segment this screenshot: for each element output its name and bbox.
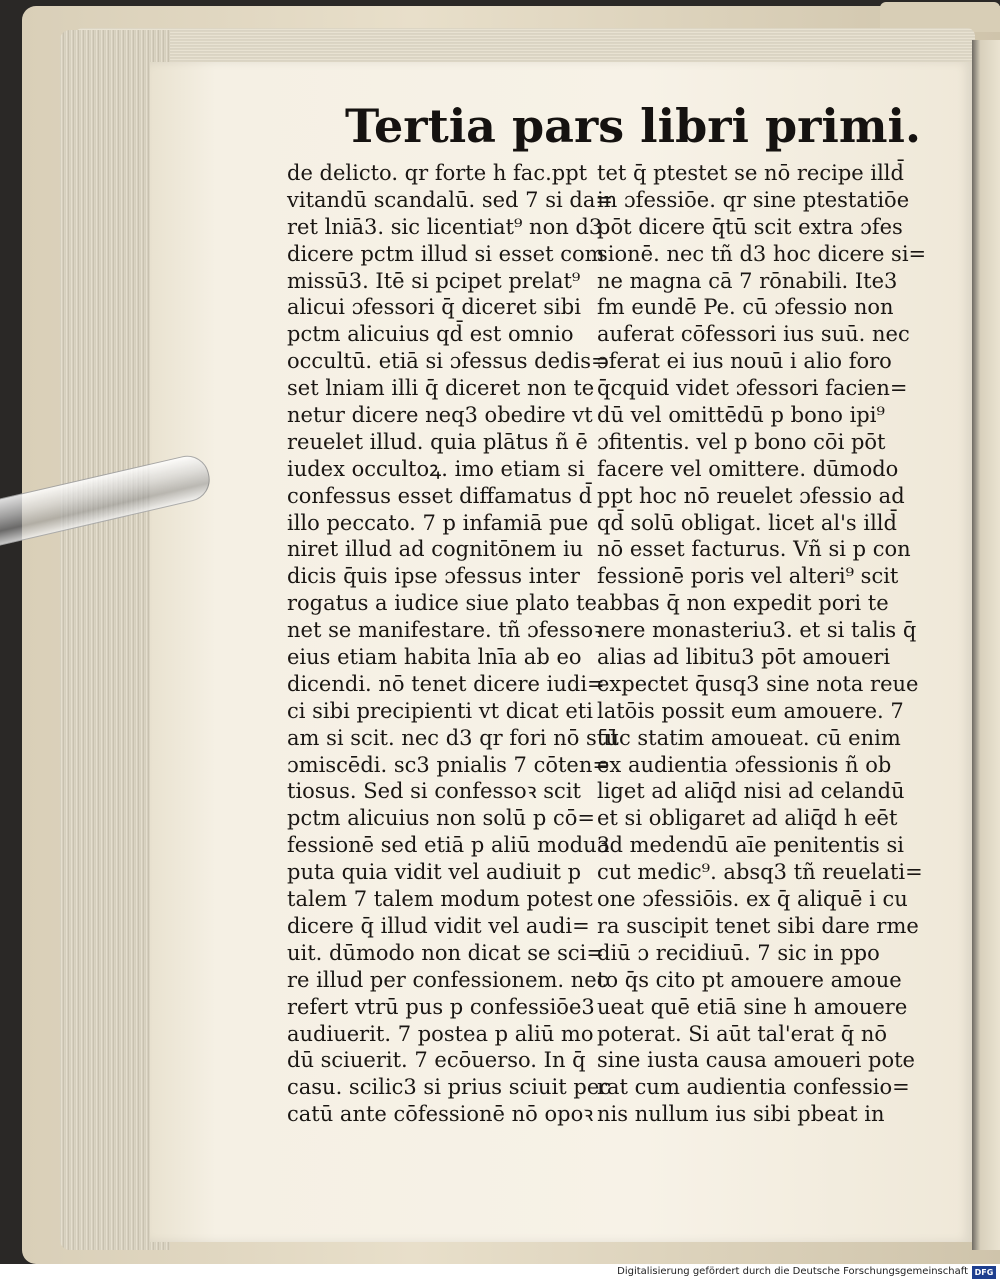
text-line: rat cum audientia confessio= <box>597 1075 910 1100</box>
text-line: de delicto. qr forte h fac.ppt <box>287 161 588 185</box>
text-line: fessionē poris vel alteri⁹ scit <box>597 564 899 589</box>
text-line: latōis possit eum amouere. 7 <box>597 698 904 723</box>
text-line: one ɔfessiōis. ex q̄ aliquē i cu <box>597 887 908 912</box>
text-line: sine iusta causa amoueri pote <box>597 1048 915 1073</box>
text-line: net se manifestare. tñ ɔfessoꝛ <box>287 618 604 643</box>
text-line: fm eundē Pe. cū ɔfessio non <box>597 295 894 320</box>
text-line: ppt hoc nō reuelet ɔfessio ad <box>597 483 905 508</box>
text-line: catū ante cōfessionē nō opoꝛ <box>287 1102 594 1127</box>
text-line: tiosus. Sed si confessoꝛ scit <box>287 779 581 804</box>
text-line: ueat quē etiā sine h amouere <box>597 994 908 1019</box>
text-line: facere vel omittere. dūmodo <box>597 456 899 481</box>
text-line: dū vel omittēdū p bono ipi⁹ <box>597 403 885 428</box>
text-line: et si obligaret ad aliq̄d h eēt <box>597 806 898 831</box>
text-line: to q̄s cito pt amouere amoue <box>597 967 902 992</box>
text-line: qd̄ solū obligat. licet al's illd̄ <box>597 510 897 535</box>
text-line: set lniam illi q̄ diceret non te <box>287 376 595 401</box>
text-line: missū3. Itē si pcipet prelat⁹ <box>287 268 581 293</box>
text-line: ne magna cā 7 rōnabili. Ite3 <box>597 268 898 293</box>
text-line: sionē. nec tñ d3 hoc dicere si= <box>597 241 927 266</box>
text-line: cut medic⁹. absq3 tñ reuelati= <box>597 860 923 885</box>
facing-page-edge <box>972 40 1000 1250</box>
text-line: audiuerit. 7 postea p aliū mo <box>287 1021 594 1046</box>
text-line: dū sciuerit. 7 ecōuerso. In q̄ <box>287 1048 586 1073</box>
text-line: netur dicere neq3 obedire vt <box>287 403 593 428</box>
text-line: poterat. Si aūt tal'erat q̄ nō <box>597 1021 888 1046</box>
text-line: casu. scilic3 si prius sciuit pec <box>287 1075 612 1100</box>
text-line: re illud per confessionem. nec <box>287 967 609 992</box>
text-line: ad medendū aīe penitentis si <box>597 833 904 858</box>
text-line: auferat cōfessori ius suū. nec <box>597 322 910 347</box>
text-line: in ɔfessiōe. qr sine ptestatiōe <box>597 187 910 212</box>
text-line: tūc statim amoueat. cū enim <box>597 725 901 750</box>
text-line: q̄cquid videt ɔfessori facien= <box>597 376 908 401</box>
text-line: fessionē sed etiā p aliū modu3 <box>287 833 610 858</box>
text-line: confessus esset diffamatus d̄ <box>287 483 593 508</box>
text-line: ɔfitentis. vel p bono cōi pōt <box>597 429 886 454</box>
text-line: dicere pctm illud si esset com <box>287 241 605 266</box>
text-line: puta quia vidit vel audiuit p <box>287 860 582 885</box>
text-line: rogatus a iudice siue plato te <box>287 591 597 616</box>
text-line: uit. dūmodo non dicat se sci= <box>287 940 604 965</box>
text-line: dicere q̄ illud vidit vel audi= <box>287 913 590 938</box>
footer-credit: Digitalisierung gefördert durch die Deutsche Forschungsgemeinschaft <box>617 1266 968 1277</box>
text-line: illo peccato. 7 p infamiā pue <box>287 510 589 535</box>
text-line: iudex occultoꝝ. imo etiam si <box>287 456 585 481</box>
text-line: talem 7 talem modum potest <box>287 887 593 912</box>
text-line: tet q̄ ptestet se nō recipe illd̄ <box>597 161 904 185</box>
text-line: eius etiam habita lnīa ab eo <box>287 645 582 670</box>
text-line: pctm alicuius non solū p cō= <box>287 806 595 831</box>
text-line: nō esset facturus. Vñ si p con <box>597 537 911 562</box>
text-line: dicis q̄uis ipse ɔfessus inter <box>287 564 580 589</box>
text-column-right <box>597 160 927 1128</box>
page-header: Tertia pars libri primi. <box>345 99 921 153</box>
text-line: expectet q̄usq3 sine nota reue <box>597 671 919 696</box>
text-line: pctm alicuius qd̄ est omnio <box>287 322 574 347</box>
text-line: abbas q̄ non expedit pori te <box>597 591 889 616</box>
text-line: am si scit. nec d3 qr fori nō sūt <box>287 725 619 750</box>
text-line: refert vtrū pus p confessiōe3 <box>287 994 595 1019</box>
text-line: nere monasteriu3. et si talis q̄ <box>597 618 917 643</box>
text-line: ɔferat ei ius nouū i alio foro <box>597 349 892 374</box>
text-line: alicui ɔfessori q̄ diceret sibi <box>287 295 581 320</box>
text-line: pōt dicere q̄tū scit extra ɔfes <box>597 214 903 239</box>
text-line: ra suscipit tenet sibi dare rme <box>597 913 919 938</box>
text-line: occultū. etiā si ɔfessus dedis= <box>287 349 609 374</box>
text-line: ex audientia ɔfessionis ñ ob <box>597 752 892 777</box>
text-line: nis nullum ius sibi pbeat in <box>597 1102 885 1127</box>
text-line: vitandū scandalū. sed 7 si da= <box>287 187 613 212</box>
text-column-left <box>287 160 619 1128</box>
text-line: ɔmiscēdi. sc3 pnialis 7 cōten= <box>287 752 610 777</box>
text-line: dicendi. nō tenet dicere iudi= <box>287 671 605 696</box>
text-line: diū ɔ recidiuū. 7 sic in ppo <box>597 940 880 965</box>
dfg-logo: DFG <box>972 1266 996 1279</box>
text-line: ret lniā3. sic licentiat⁹ non d3 <box>287 214 603 239</box>
text-line: reuelet illud. quia plātus ñ ē <box>287 429 588 454</box>
text-line: alias ad libitu3 pōt amoueri <box>597 645 891 670</box>
text-line: niret illud ad cognitōnem iu <box>287 537 584 562</box>
text-line: liget ad aliq̄d nisi ad celandū <box>597 779 905 804</box>
text-line: ci sibi precipienti vt dicat eti <box>287 698 593 723</box>
